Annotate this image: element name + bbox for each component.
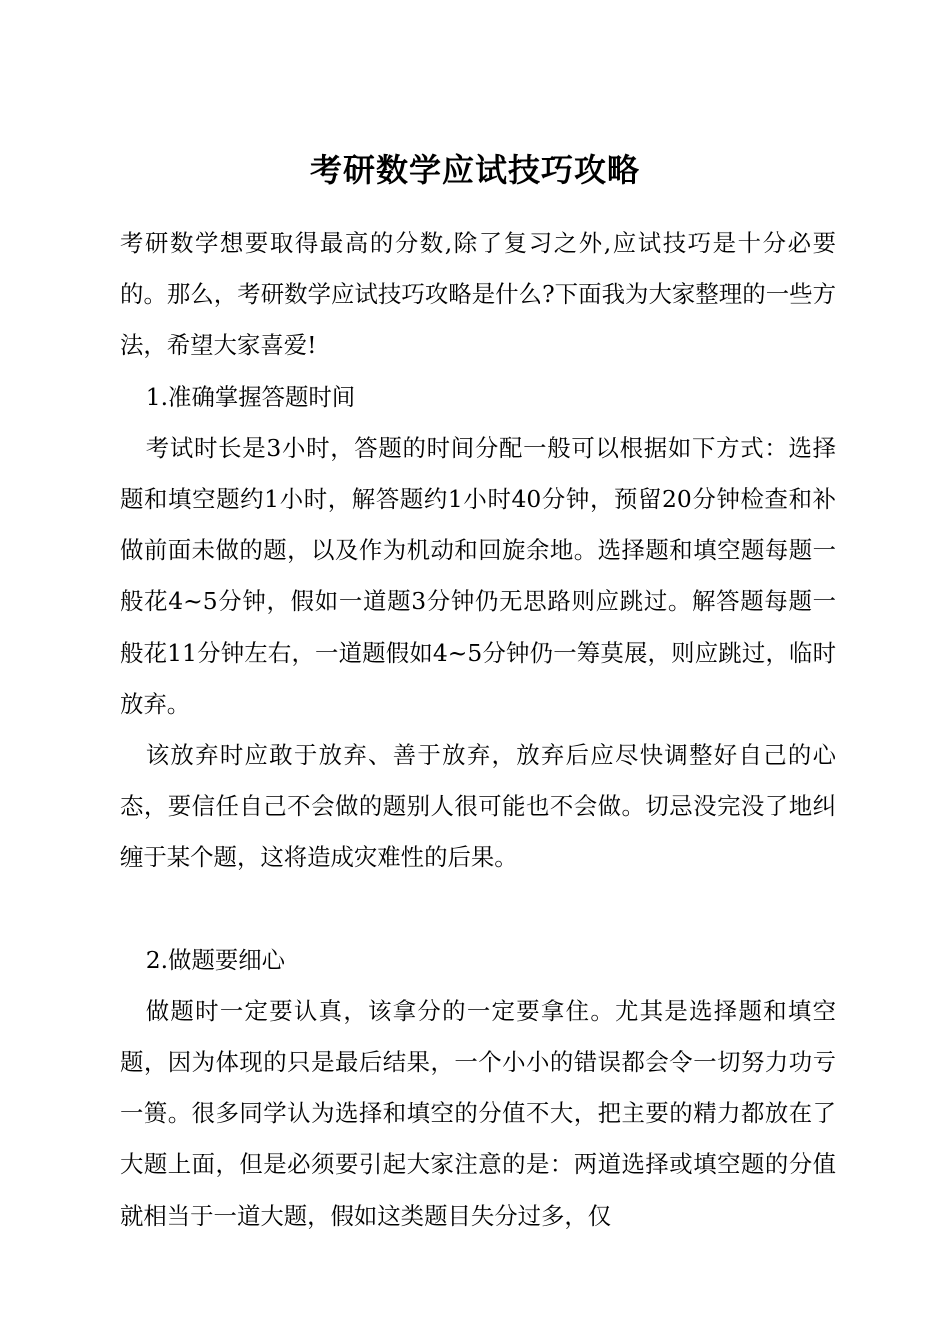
section-heading-2: 2.做题要细心 bbox=[145, 945, 286, 974]
section-gap bbox=[120, 884, 836, 935]
section-heading-1: 1.准确掌握答题时间 bbox=[145, 382, 356, 411]
document-body bbox=[120, 218, 836, 1242]
intro-paragraph: 考研数学想要取得最高的分数,除了复习之外,应试技巧是十分必要的。那么，考研数学应试技巧攻略是什么?下面我为大家整理的一些方法，希望大家喜爱! bbox=[120, 229, 836, 360]
document-title: 考研数学应试技巧攻略 bbox=[309, 151, 640, 189]
section-1-paragraph-2: 该放弃时应敢于放弃、善于放弃，放弃后应尽快调整好自己的心态，要信任自己不会做的题别人很可能也不会做。切忌没完没了地纠缠于某个题，这将造成灾难性的后果。 bbox=[120, 741, 836, 872]
section-1-paragraph-1: 考试时长是3小时，答题的时间分配一般可以根据如下方式：选择题和填空题约1小时，解答题约1小时40分钟，预留20分钟检查和补做前面未做的题，以及作为机动和回旋余地。选择题和填空题每题一般花4~5分钟，假如一道题3分钟仍无思路则应跳过。解答题每题一般花11分钟左右，一道题假如4~5分钟仍一筹莫展，则应跳过，临时放弃。 bbox=[120, 433, 836, 718]
section-2-paragraph-1: 做题时一定要认真，该拿分的一定要拿住。尤其是选择题和填空题，因为体现的只是最后结果，一个小小的错误都会令一切努力功亏一篑。很多同学认为选择和填空的分值不大，把主要的精力都放在了大题上面，但是必须要引起大家注意的是：两道选择或填空题的分值就相当于一道大题，假如这类题目失分过多，仅 bbox=[120, 996, 836, 1230]
